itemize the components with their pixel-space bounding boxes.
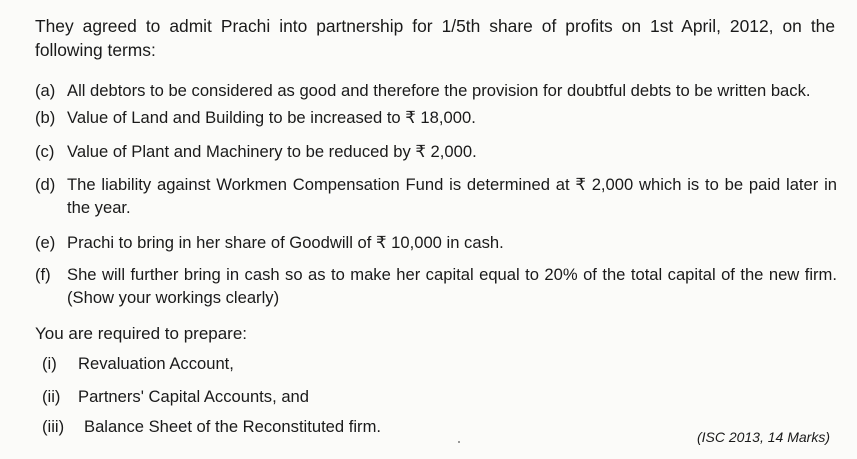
term-label: (d) [35, 175, 56, 194]
term-text: Prachi to bring in her share of Goodwill of ₹ 10,000 in cash. [67, 233, 504, 252]
term-label: (a) [35, 81, 56, 100]
requirement-label: (iii) [42, 417, 65, 436]
requirement-text: Revaluation Account, [78, 354, 234, 373]
requirement-text: Balance Sheet of the Reconstituted firm. [84, 417, 382, 436]
scan-speck [458, 441, 460, 443]
term-label: (c) [35, 142, 55, 161]
term-b [35, 106, 840, 129]
term-text: She will further bring in cash so as to make her capital equal to 20% of the total capital of the new firm. (Show your workings clearly) [67, 265, 837, 307]
term-a [35, 79, 840, 102]
term-label: (e) [35, 233, 56, 252]
term-text: All debtors to be considered as good and therefore the provision for doubtful debts to be written back. [67, 81, 811, 100]
requirement-ii [42, 385, 642, 408]
term-text: Value of Land and Building to be increased to ₹ 18,000. [67, 108, 476, 127]
term-text: Value of Plant and Machinery to be reduced by ₹ 2,000. [67, 142, 477, 161]
requirement-label: (ii) [42, 387, 61, 406]
required-heading: You are required to prepare: [35, 324, 248, 343]
term-text: The liability against Workmen Compensation Fund is determined at ₹ 2,000 which is to be paid later in the year. [67, 175, 837, 217]
term-f [35, 263, 837, 309]
requirement-text: Partners' Capital Accounts, and [78, 387, 309, 406]
term-c [35, 140, 840, 163]
source-citation: (ISC 2013, 14 Marks) [696, 429, 830, 445]
term-label: (f) [35, 265, 51, 284]
question-intro: They agreed to admit Prachi into partnership for 1/5th share of profits on 1st April, 2012, on the following terms: [35, 16, 835, 60]
requirement-label: (i) [42, 354, 57, 373]
requirement-i [42, 352, 642, 375]
term-e [35, 231, 840, 254]
requirement-iii [42, 415, 642, 438]
term-label: (b) [35, 108, 56, 127]
term-d [35, 173, 837, 219]
